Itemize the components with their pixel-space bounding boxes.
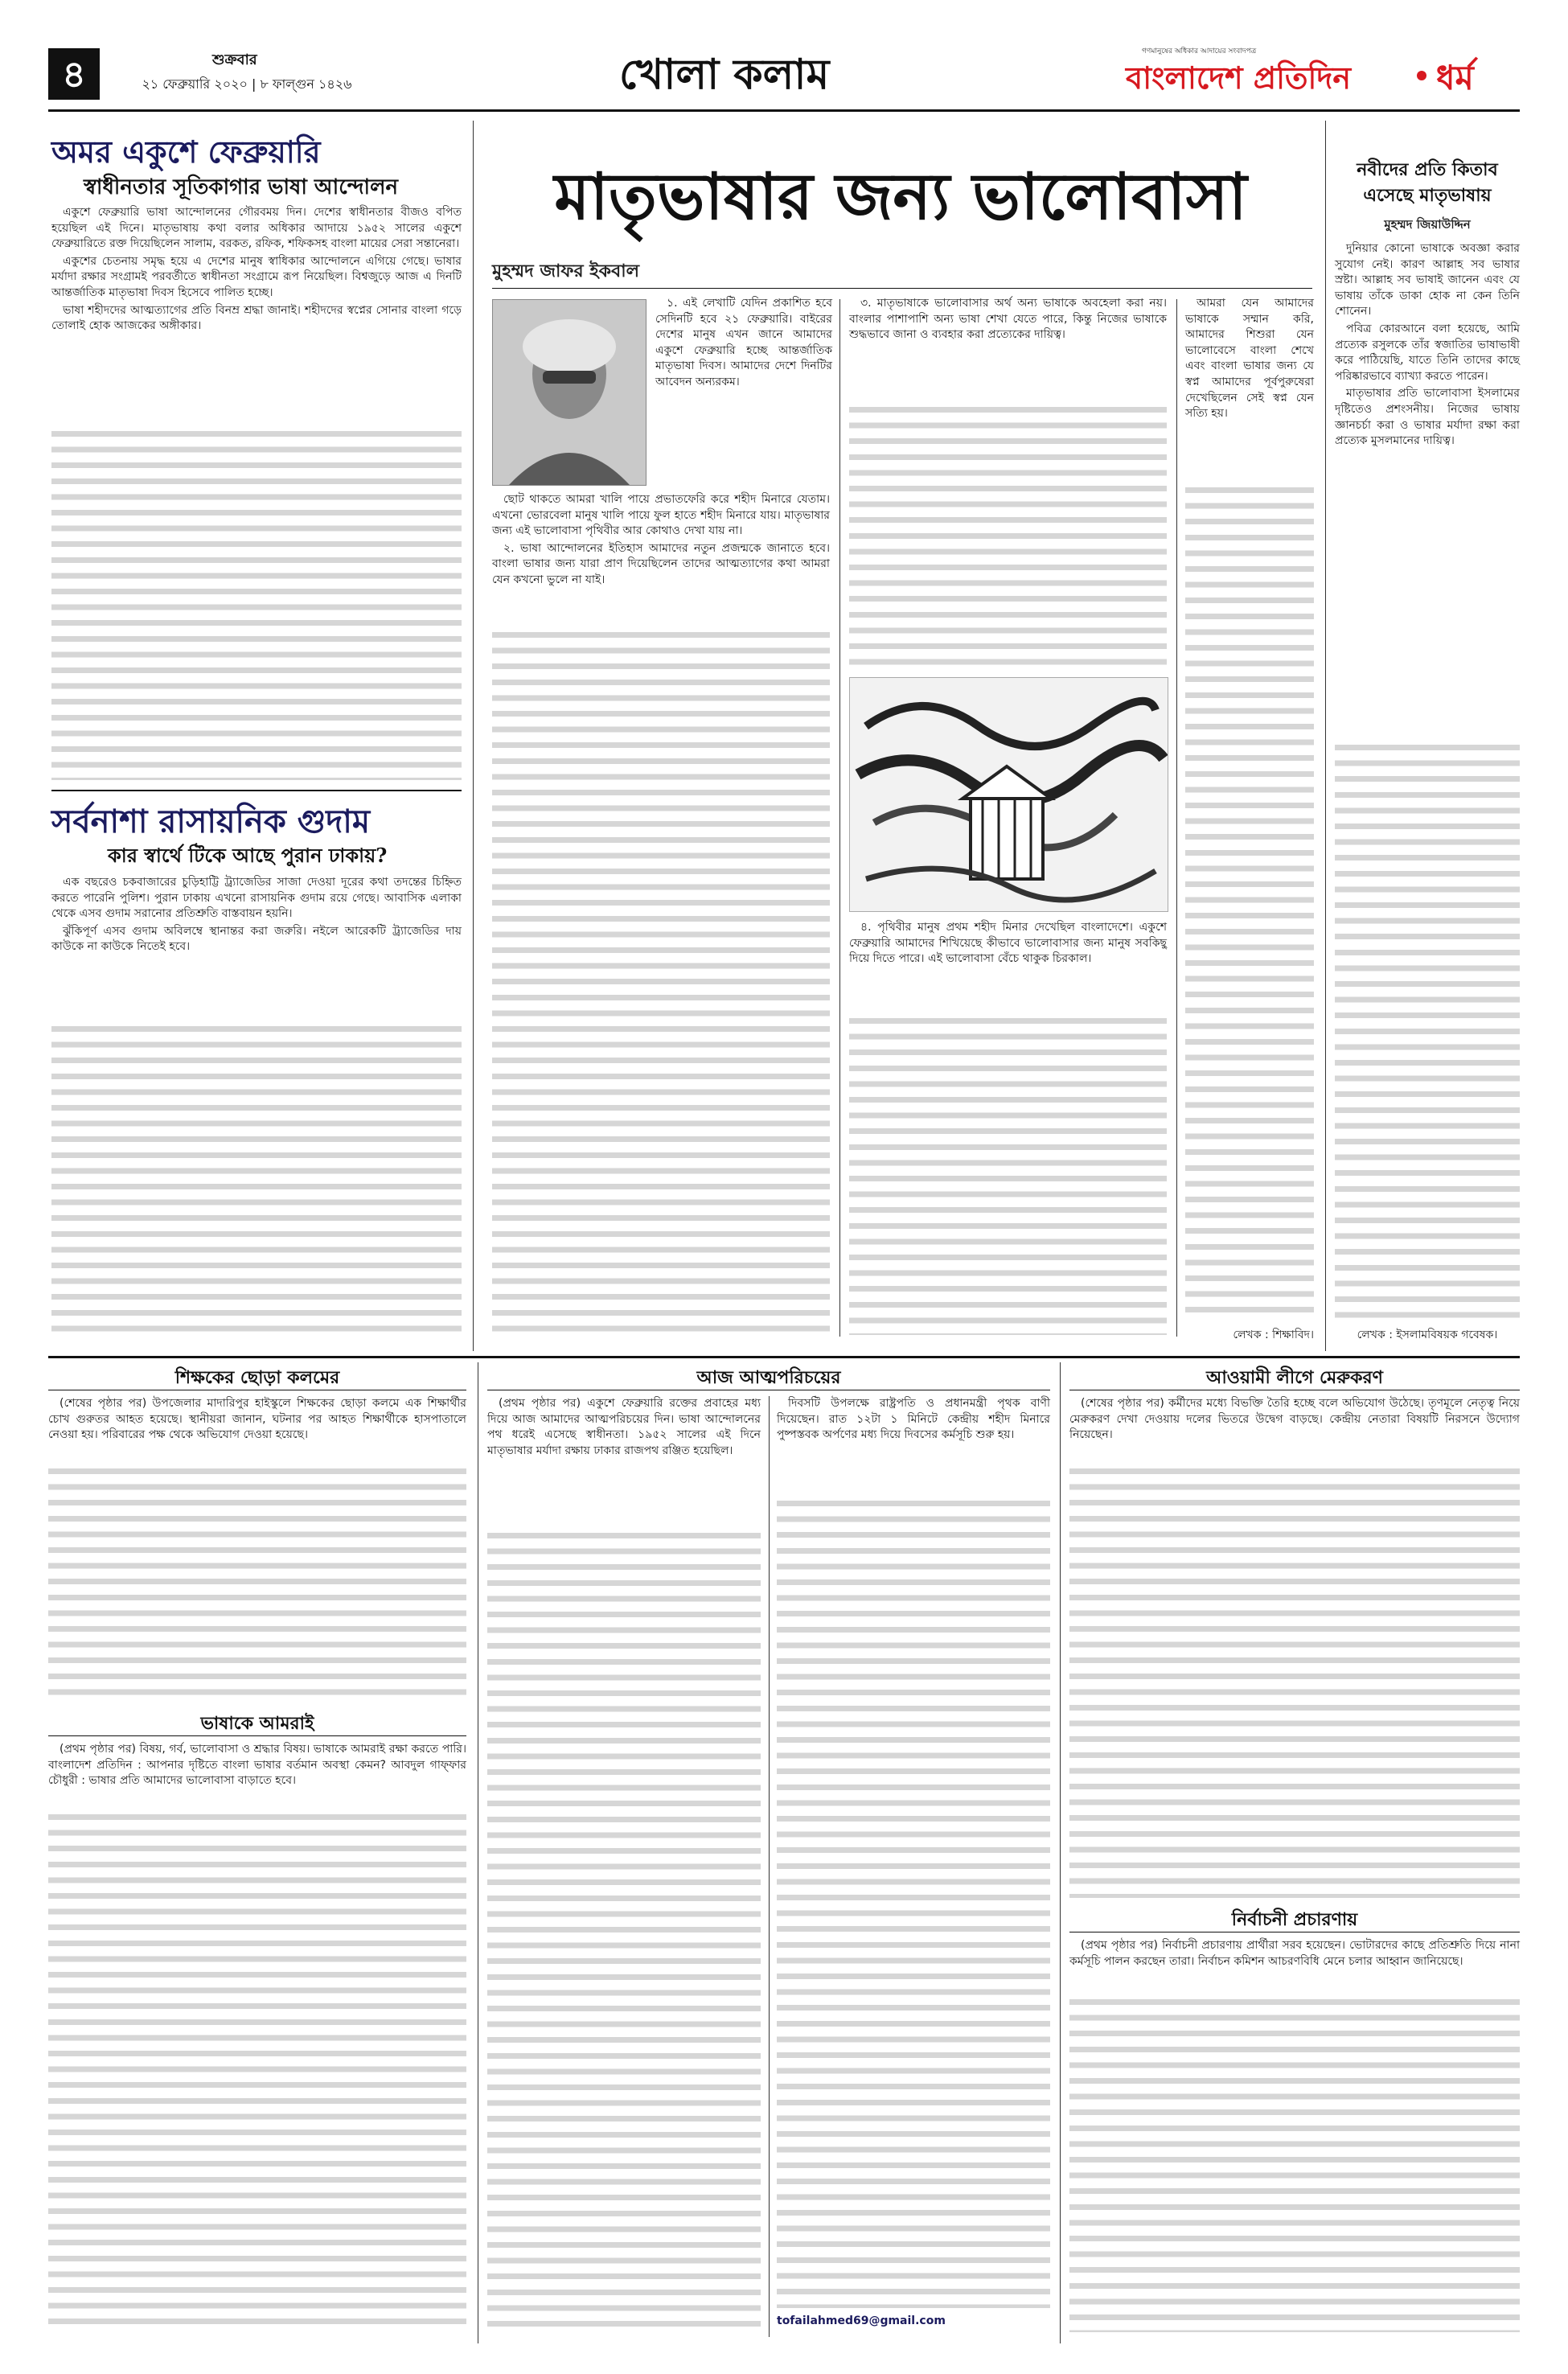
main-body-col1 (492, 492, 830, 590)
bottom-left-sub-rule (48, 1735, 466, 1736)
section-title: খোলা কলাম (619, 50, 830, 99)
bottom-left-subheadline: ভাষাকে আমরাই (200, 1714, 314, 1734)
right-author: মুহম্মদ জিয়াউদ্দিন (1384, 217, 1471, 232)
main-headline: মাতৃভাষার জন্য ভালোবাসা (554, 158, 1247, 234)
bottom-left-headline: শিক্ষকের ছোড়া কলমের (174, 1368, 340, 1388)
right-author-signature: লেখক : ইসলামবিষয়ক গবেষক। (1357, 1329, 1498, 1341)
masthead-day: শুক্রবার (212, 51, 257, 68)
left2-para: এক বছরেও চকবাজারের চুড়িহাট্টি ট্র্যাজেডির সাজা দেওয়া দূরের কথা তদন্তের চিহ্নিত করতে পারেনি পুলিশ। পুরান ঢাকায় এখনো রাসায়নিক গুদাম রয়ে গেছে। আবাসিক এলাকা থেকে এসব গুদাম সরানোর প্রতিশ্রুতি বাস্তবায়ন হয়নি। (51, 876, 462, 921)
right-body (1335, 241, 1520, 451)
author-photo (492, 299, 646, 486)
right-headline: নবীদের প্রতি কিতাব এসেছে মাতৃভাষায় (1357, 160, 1498, 206)
bottom-left-para: (শেষের পৃষ্ঠার পর) উপজেলার মাদারিপুর হাইস্কুলে শিক্ষকের ছোড়া কলমে এক শিক্ষার্থীর চোখ গুরুতর আহত হয়েছে। স্থানীয়রা জানান, ঘটনার পর আহত শিক্ষার্থীকে হাসপাতালে নেওয়া হয়। পরিবারের পক্ষ থেকে অভিযোগ দেওয়া হয়েছে। (48, 1397, 466, 1442)
bottom-left-para: (প্রথম পৃষ্ঠার পর) বিষয়, গর্ব, ভালোবাসা ও শ্রদ্ধার বিষয়। ভাষাকে আমরাই রক্ষা করতে পারি। বাংলাদেশ প্রতিদিন : আপনার দৃষ্টিতে বাংলা ভাষার বর্তমান অবস্থা কেমন? আবদুল গাফ্ফার চৌধুরী : ভাষার প্রতি আমাদের ভালোবাসা বাড়াতে হবে। (48, 1743, 466, 1788)
left2-para: ঝুঁকিপূর্ণ এসব গুদাম অবিলম্বে স্থানান্তর করা জরুরি। নইলে আরেকটি ট্র্যাজেডির দায় কাউকে না কাউকে নিতেই হবে। (51, 924, 462, 954)
left-body-continuation (51, 426, 462, 780)
page-number-box (48, 48, 100, 100)
main-col2b-continuation (849, 1013, 1167, 1335)
left2-headline: সর্বনাশা রাসায়নিক গুদাম (51, 803, 371, 840)
main-body-col2b (849, 920, 1167, 969)
bottom-right-body-2 (1069, 1938, 1520, 1971)
masthead-date: ২১ ফেব্রুয়ারি ২০২০ | ৮ ফাল্গুন ১৪২৬ (142, 76, 352, 92)
right-body-continuation (1335, 740, 1520, 1319)
main-col-divider-1 (839, 299, 840, 1337)
bottom-right-headline: আওয়ামী লীগে মেরুকরণ (1206, 1368, 1383, 1388)
main-author-signature: লেখক : শিক্ষাবিদ। (1233, 1329, 1314, 1341)
main-col2-continuation (849, 402, 1167, 667)
bottom-left-continuation (48, 1464, 466, 1705)
main-para: ছোট থাকতে আমরা খালি পায়ে প্রভাতফেরি করে শহীদ মিনারে যেতাম। এখনো ভোরবেলা মানুষ খালি পায়ে ফুল হাতে শহীদ মিনারে যায়। মাতৃভাষার জন্য এই ভালোবাসা পৃথিবীর আর কোথাও দেখা যায় না। (492, 493, 830, 538)
main-body-col3 (1185, 296, 1314, 424)
main-para: ৩. মাতৃভাষাকে ভালোবাসার অর্থ অন্য ভাষাকে অবহেলা করা নয়। বাংলার পাশাপাশি অন্য ভাষা শেখা যেতে পারে, কিন্তু নিজের ভাষাকে শুদ্ধভাবে জানা ও ব্যবহার করা প্রত্যেকের দায়িত্ব। (849, 297, 1167, 342)
bottom-right-continuation (1069, 1464, 1520, 1898)
main-para: ১. এই লেখাটি যেদিন প্রকাশিত হবে সেদিনটি হবে ২১ ফেব্রুয়ারি। বাইরের দেশের মানুষ এখন জানে আমাদের একুশে ফেব্রুয়ারি হচ্ছে আন্তর্জাতিক মাতৃভাষা দিবস। আমাদের দেশে দিনটির আবেদন অন্যরকম। (655, 297, 832, 388)
bottom-right-continuation-2 (1069, 1994, 1520, 2332)
bottom-middle-para: দিবসটি উপলক্ষে রাষ্ট্রপতি ও প্রধানমন্ত্রী পৃথক বাণী দিয়েছেন। রাত ১২টা ১ মিনিটে কেন্দ্রীয় শহীদ মিনারে পুষ্পস্তবক অর্পণের মধ্য দিয়ে দিবসের কর্মসূচি শুরু হয়। (777, 1397, 1050, 1442)
bottom-left-body (48, 1396, 466, 1445)
masthead-rule (48, 109, 1520, 112)
author-photo-art (493, 300, 646, 485)
bottom-middle-continuation-b (777, 1496, 1050, 2308)
main-para: আমরা যেন আমাদের ভাষাকে সম্মান করি, আমাদের শিশুরা যেন ভালোবেসে বাংলা শেখে এবং বাংলা ভাষার জন্য যে স্বপ্ন আমাদের পূর্বপুরুষেরা দেখেছিলেন সেই স্বপ্ন যেন সত্যি হয়। (1185, 297, 1314, 421)
left-divider (51, 790, 462, 791)
right-para: দুনিয়ার কোনো ভাষাকে অবজ্ঞা করার সুযোগ নেই। কারণ আল্লাহ সব ভাষার স্রষ্টা। আল্লাহ সব ভাষাই জানেন এবং যে ভাষায় তাঁকে ডাকা হোক না কেন তিনি শোনেন। (1335, 242, 1520, 318)
main-para: ২. ভাষা আন্দোলনের ইতিহাস আমাদের নতুন প্রজন্মকে জানাতে হবে। বাংলা ভাষার জন্য যারা প্রাণ দিয়েছিলেন তাদের আত্মত্যাগের কথা আমরা যেন কখনো ভুলে না যাই। (492, 541, 830, 586)
bottom-middle-continuation-a (487, 1528, 761, 2332)
calligraphy-illustration (849, 677, 1168, 912)
main-author-rule (492, 288, 1312, 289)
left-body (51, 205, 462, 336)
bottom-right-para: (শেষের পৃষ্ঠার পর) কর্মীদের মধ্যে বিভক্তি তৈরি হচ্ছে বলে অভিযোগ উঠেছে। তৃণমূলে নেতৃত্ব নিয়ে মেরুকরণ দেখা দেওয়ায় দলের ভিতরে উদ্বেগ বাড়ছে। কেন্দ্রীয় নেতারা বিষয়টি নিরসনে উদ্যোগ নিয়েছেন। (1069, 1397, 1520, 1442)
paper-name-logo: বাংলাদেশ প্রতিদিন (1126, 60, 1352, 96)
left-para: ভাষা শহীদদের আত্মত্যাগের প্রতি বিনম্র শ্রদ্ধা জানাই। শহীদদের স্বপ্নের সোনার বাংলা গড়ে তোলাই হোক আজকের অঙ্গীকার। (51, 303, 462, 333)
paper-tagline: গণমানুষের অধিকার আদায়ের সংবাদপত্র (1142, 47, 1257, 55)
bottom-middle-col-divider (769, 1396, 770, 2337)
bottom-right-body (1069, 1396, 1520, 1445)
bottom-left-continuation-2 (48, 1809, 466, 2332)
right-col-divider (1325, 121, 1326, 1351)
bottom-divider-2 (1060, 1362, 1061, 2343)
bottom-rule (48, 1356, 1520, 1358)
bottom-middle-para: (প্রথম পৃষ্ঠার পর) একুশে ফেব্রুয়ারি রক্তের প্রবাহের মধ্য দিয়ে আজ আমাদের আত্মপরিচয়ের দিন। ভাষা আন্দোলনের পথ ধরেই এসেছে স্বাধীনতা। ১৯৫২ সালের এই দিনে মাতৃভাষার মর্যাদা রক্ষায় ঢাকার রাজপথ রঞ্জিত হয়েছিল। (487, 1397, 761, 1457)
main-body-col2 (849, 296, 1167, 345)
main-col-divider-2 (1176, 299, 1177, 1337)
main-para: ৪. পৃথিবীর মানুষ প্রথম শহীদ মিনার দেখেছিল বাংলাদেশে। একুশে ফেব্রুয়ারি আমাদের শিখিয়েছে কীভাবে ভালোবাসার জন্য মানুষ সবকিছু দিয়ে দিতে পারে। এই ভালোবাসা বেঁচে থাকুক চিরকাল। (849, 921, 1167, 966)
main-body-col1-top (655, 296, 832, 392)
bottom-right-subheadline: নির্বাচনী প্রচারণায় (1231, 1910, 1358, 1930)
left2-subheadline: কার স্বার্থে টিকে আছে পুরান ঢাকায়? (108, 844, 388, 867)
right-para: পবিত্র কোরআনে বলা হয়েছে, আমি প্রত্যেক রসুলকে তাঁর স্বজাতির ভাষাভাষী করে পাঠিয়েছি, যাতে তিনি তাদের কাছে পরিষ্কারভাবে ব্যাখ্যা করতে পারেন। (1335, 322, 1520, 383)
left-para: একুশে ফেব্রুয়ারি ভাষা আন্দোলনের গৌরবময় দিন। দেশের স্বাধীনতার বীজও বপিত হয়েছিল এই দিনে। মাতৃভাষায় কথা বলার অধিকার আদায়ে ১৯৫২ সালের একুশে ফেব্রুয়ারিতে রক্ত দিয়েছিলেন সালাম, বরকত, রফিক, শফিকসহ বাংলা মায়ের সেরা সন্তানেরা। (51, 206, 462, 251)
left-para: একুশের চেতনায় সমৃদ্ধ হয়ে এ দেশের মানুষ স্বাধিকার আন্দোলনে এগিয়ে গেছে। ভাষার মর্যাদা রক্ষার সংগ্রামই পরবর্তীতে স্বাধীনতা সংগ্রামে রূপ নিয়েছিল। বিশ্বজুড়ে আজ এ দিনটি আন্তর্জাতিক মাতৃভাষা দিবস হিসেবে পালিত হচ্ছে। (51, 254, 462, 299)
main-author: মুহম্মদ জাফর ইকবাল (492, 261, 640, 281)
main-col3-continuation (1185, 483, 1314, 1319)
bullet-dot (1417, 71, 1426, 80)
paper-section: ধর্ম (1436, 58, 1474, 97)
left-headline: অমর একুশে ফেব্রুয়ারি (51, 133, 321, 170)
left2-body (51, 875, 462, 957)
left-subheadline: স্বাধীনতার সূতিকাগার ভাষা আন্দোলন (84, 175, 398, 199)
bottom-left-body-2 (48, 1742, 466, 1791)
main-col1-continuation (492, 627, 830, 1335)
left2-body-continuation (51, 1021, 462, 1341)
right-para: মাতৃভাষার প্রতি ভালোবাসা ইসলামের দৃষ্টিতেও প্রশংসনীয়। নিজের ভাষায় জ্ঞানচর্চা করা ও ভাষার মর্যাদা রক্ষা করা প্রত্যেক মুসলমানের দায়িত্ব। (1335, 387, 1520, 448)
bottom-middle-body (487, 1396, 761, 1460)
column-divider (473, 121, 474, 1351)
page-number: ৪ (62, 52, 86, 96)
bottom-middle-body-b (777, 1396, 1050, 1445)
bottom-middle-email: tofailahmed69@gmail.com (777, 2314, 946, 2327)
calligraphy-art (850, 678, 1168, 911)
bottom-middle-headline: আজ আত্মপরিচয়ের (696, 1368, 841, 1388)
bottom-right-para: (প্রথম পৃষ্ঠার পর) নির্বাচনী প্রচারণায় প্রার্থীরা সরব হয়েছেন। ভোটারদের কাছে প্রতিশ্রুতি দিয়ে নানা কর্মসূচি পালন করছেন তারা। নির্বাচন কমিশন আচরণবিধি মেনে চলার আহ্বান জানিয়েছে। (1069, 1939, 1520, 1968)
